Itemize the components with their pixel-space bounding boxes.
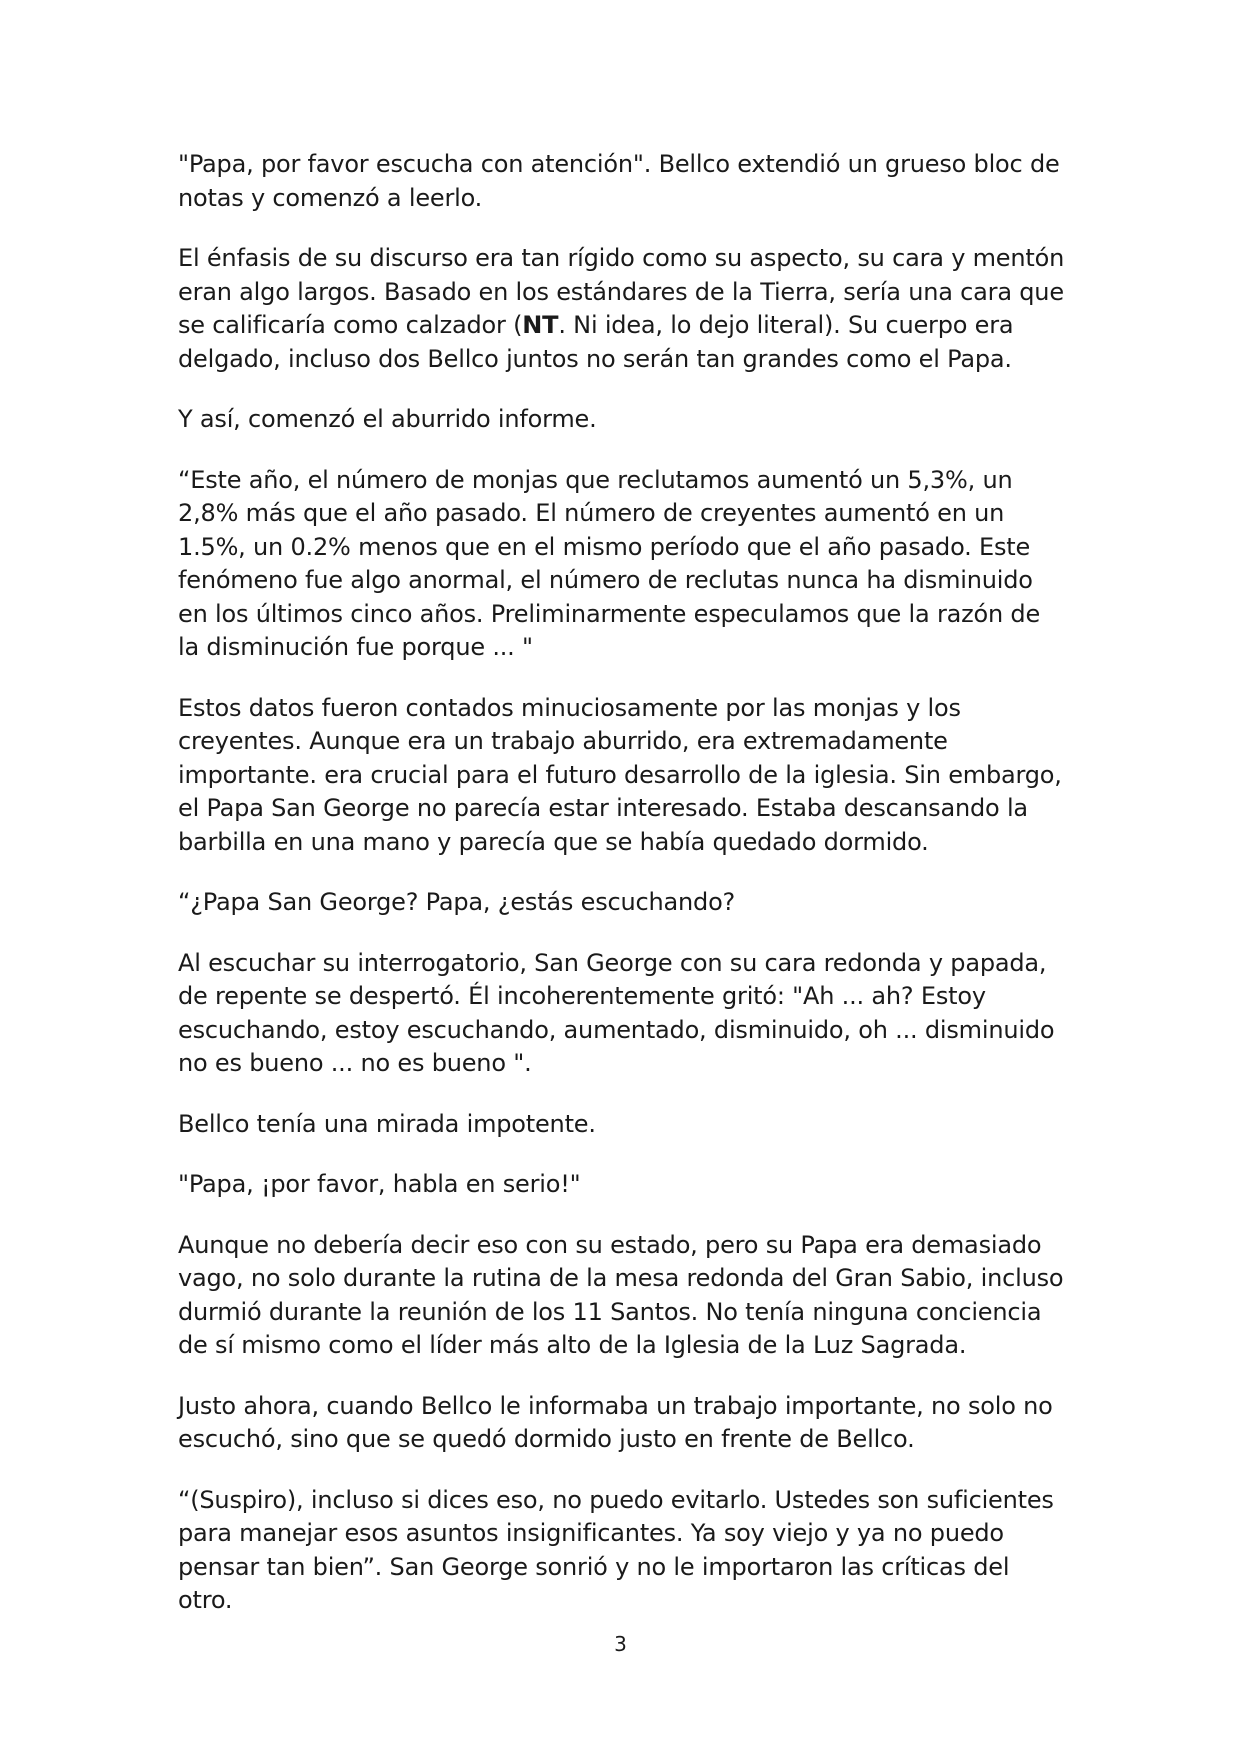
paragraph: “¿Papa San George? Papa, ¿estás escuchando? [178, 888, 736, 916]
paragraph-text: El énfasis de su discurso era tan rígido como su aspecto, su cara y mentón eran algo largos. Basado en los estándares de la Tierra, sería una cara que se calificaría como calzador ( [178, 244, 1065, 339]
paragraph: Justo ahora, cuando Bellco le informaba un trabajo importante, no solo no escuchó, sino que se quedó dormido justo en frente de Bellco. [178, 1391, 1053, 1453]
paragraph: “(Suspiro), incluso si dices eso, no puedo evitarlo. Ustedes son suficientes para manejar esos asuntos insignificantes. Ya soy viejo y ya no puedo pensar tan bien”. San George sonrió y no le importaron las críticas del otro. [178, 1485, 1054, 1614]
paragraph: "Papa, por favor escucha con atención". Bellco extendió un grueso bloc de notas y comenzó a leerlo. [178, 150, 1060, 212]
paragraph: Y así, comenzó el aburrido informe. [178, 405, 597, 433]
paragraph-text: . Ni idea, lo dejo literal). Su cuerpo era delgado, incluso dos Bellco juntos no serán tan grandes como el Papa. [178, 311, 1014, 373]
page-number: 3 [614, 1632, 627, 1656]
paragraph: Aunque no debería decir eso con su estado, pero su Papa era demasiado vago, no solo durante la rutina de la mesa redonda del Gran Sabio, incluso durmió durante la reunión de los 11 Santos. No tenía ninguna conciencia de sí mismo como el líder más alto de la Iglesia de la Luz Sagrada. [178, 1230, 1064, 1359]
paragraph: Al escuchar su interrogatorio, San George con su cara redonda y papada, de repente se despertó. Él incoherentemente gritó: "Ah ... ah? Estoy escuchando, estoy escuchando, aumentado, disminuido, oh ... disminuido no es bueno ... no es bueno ". [178, 948, 1055, 1077]
paragraph: “Este año, el número de monjas que reclutamos aumentó un 5,3%, un 2,8% más que el año pasado. El número de creyentes aumentó en un 1.5%, un 0.2% menos que en el mismo período que el año pasado. Este fenómeno fue algo anormal, el número de reclutas nunca ha disminuido en los últimos cinco años. Preliminarmente especulamos que la razón de la disminución fue porque ... " [178, 465, 1041, 661]
translator-note-label: NT [522, 311, 559, 339]
paragraph: Estos datos fueron contados minuciosamente por las monjas y los creyentes. Aunque era un trabajo aburrido, era extremadamente importante. era crucial para el futuro desarrollo de la iglesia. Sin embargo, el Papa San George no parecía estar interesado. Estaba descansando la barbilla en una mano y parecía que se había quedado dormido. [178, 693, 1062, 856]
paragraph [178, 242, 1068, 376]
document-body [178, 148, 1068, 1645]
paragraph: "Papa, ¡por favor, habla en serio!" [178, 1170, 581, 1198]
paragraph: Bellco tenía una mirada impotente. [178, 1109, 596, 1138]
